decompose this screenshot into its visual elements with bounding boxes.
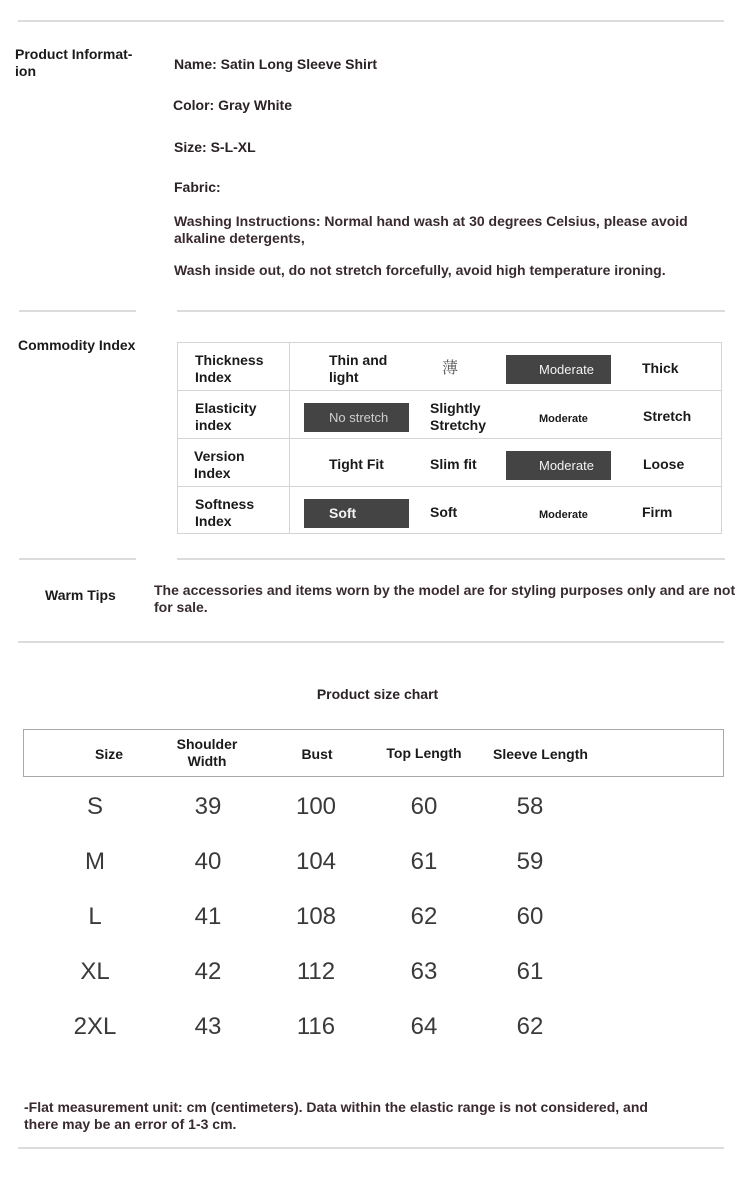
size-chart-header [23,729,724,777]
option-slightly-stretchy: Slightly Stretchy [430,400,487,433]
row-name: Thickness Index [195,352,264,385]
divider-right [177,310,725,312]
option-moderate-selected: Moderate [506,451,611,480]
divider-left [19,310,136,312]
size-cell: XL [80,958,110,985]
wash-note: Wash inside out, do not stretch forcefully, avoid high temperature ironing. [174,262,666,278]
product-info-label: Product Informat-ion [15,46,133,79]
measurement-note: -Flat measurement unit: cm (centimeters). Data within the elastic range is not considered, and there may be an error of 1-3 cm. [24,1099,648,1132]
size-cell: S [86,793,103,820]
option-loose: Loose [643,456,685,472]
size-cell: 100 [295,793,337,820]
option-tight-fit: Tight Fit [329,456,384,472]
warm-tips-label: Warm Tips [45,587,116,603]
size-cell: 41 [194,903,222,930]
warm-tips-text: The accessories and items worn by the model are for styling purposes only and are not for sale. [154,582,736,615]
option-moderate-selected: Moderate [506,355,611,384]
size-cell: 61 [516,958,544,985]
size-cell: 60 [410,793,438,820]
divider-right [177,558,725,560]
size-cell: 42 [194,958,222,985]
header-bust: Bust [301,746,333,762]
commodity-index-label: Commodity Index [18,337,136,353]
size-cell: 64 [410,1013,438,1040]
size-cell: 58 [516,793,544,820]
option-moderate: Moderate [539,413,588,425]
size-cell: 60 [516,903,544,930]
option-thick: Thick [642,360,679,376]
size-cell: 59 [516,848,544,875]
table-row-version [178,438,721,486]
size-cell: L [88,903,102,930]
size-cell: 39 [194,793,222,820]
table-row-thickness [178,343,721,391]
table-row-softness [178,486,721,534]
table-row-elasticity [178,390,721,438]
size-cell: M [85,848,105,875]
header-top-length: Top Length [386,745,462,761]
commodity-index-table [177,342,722,534]
option-moderate: Moderate [539,509,588,521]
product-size: Size: S-L-XL [174,139,256,155]
option-soft: Soft [430,504,458,520]
row-name: Elasticity index [195,400,257,433]
size-cell: 40 [194,848,222,875]
product-fabric: Fabric: [174,179,221,195]
top-divider [18,20,724,22]
option-no-stretch-selected: No stretch [304,403,409,432]
size-cell: 62 [410,903,438,930]
size-cell: 112 [296,958,336,985]
option-thin-light: Thin and light [329,352,388,385]
option-firm: Firm [642,504,673,520]
size-cell: 63 [410,958,438,985]
size-chart-title: Product size chart [316,686,439,702]
header-size: Size [94,746,123,762]
size-cell: 43 [194,1013,222,1040]
bottom-divider [18,1147,724,1149]
header-sleeve-length: Sleeve Length [493,746,588,762]
washing-instructions: Washing Instructions: Normal hand wash at 30 degrees Celsius, please avoid alkaline detergents, [174,213,688,246]
option-slim-fit: Slim fit [430,456,477,472]
product-color: Color: Gray White [173,97,293,113]
row-name: Softness Index [195,496,255,529]
option-soft-selected: Soft [304,499,409,528]
header-shoulder-width: Shoulder Width [176,736,238,769]
size-cell: 61 [410,848,438,875]
option-stretch: Stretch [643,408,692,424]
divider-left [19,558,136,560]
size-cell: 108 [295,903,337,930]
option-thin-cjk: 薄 [442,358,459,377]
row-name: Version Index [194,448,245,481]
divider [18,641,724,643]
size-cell: 2XL [73,1013,117,1040]
size-cell: 104 [295,848,337,875]
size-cell: 62 [516,1013,544,1040]
size-cell: 116 [296,1013,336,1040]
product-name: Name: Satin Long Sleeve Shirt [174,56,378,72]
